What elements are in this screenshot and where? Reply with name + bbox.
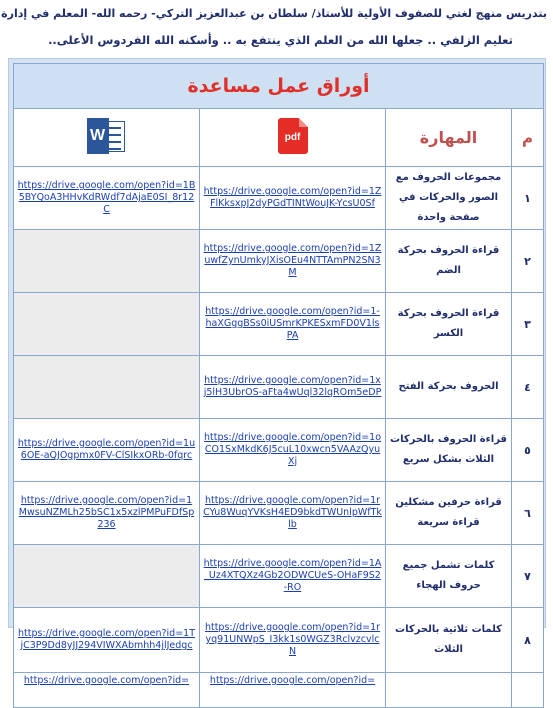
pdf-icon xyxy=(278,118,308,154)
row-skill: قراءة الحروف بحركة الضم xyxy=(386,230,512,293)
pdf-link-cell xyxy=(200,673,386,708)
table-row xyxy=(14,608,544,673)
table-row xyxy=(14,673,544,708)
row-skill: الحروف بحركة الفتح xyxy=(386,356,512,419)
word-link[interactable]: https://drive.google.com/open?id=1MwsuNZMLh25bSC1x5xzlPMPuFDfSp236 xyxy=(18,495,195,530)
row-skill: كلمات تشمل جميع حروف الهجاء xyxy=(386,545,512,608)
row-number: ٧ xyxy=(512,545,544,608)
row-number: ٨ xyxy=(512,608,544,673)
row-number: ٦ xyxy=(512,482,544,545)
row-skill xyxy=(386,673,512,708)
pdf-link-cell xyxy=(200,167,386,230)
word-link-empty xyxy=(14,293,200,356)
table-row xyxy=(14,419,544,482)
row-skill: قراءة حرفين مشكلين قراءة سريعة xyxy=(386,482,512,545)
row-skill: قراءة الحروف بحركة الكسر xyxy=(386,293,512,356)
pdf-link-cell xyxy=(200,545,386,608)
pdf-link[interactable]: https://drive.google.com/open?id=1xj5lH3UbrOS-aFta4wUql32lqROm5eDP xyxy=(203,375,382,398)
word-link[interactable]: https://drive.google.com/open?id= xyxy=(23,675,190,686)
row-number: ٥ xyxy=(512,419,544,482)
pdf-link[interactable]: https://drive.google.com/open?id=1rCYu8WuqYVKsH4ED9bkdTWUnlpWfTklb xyxy=(203,495,382,530)
word-icon-label: W xyxy=(87,118,109,154)
table-title-row xyxy=(14,64,544,109)
column-header-word xyxy=(14,109,200,167)
row-skill: قراءة الحروف بالحركات الثلاث بشكل سريع xyxy=(386,419,512,482)
pdf-link-cell xyxy=(200,419,386,482)
word-link-empty xyxy=(14,545,200,608)
row-number: ١ xyxy=(512,167,544,230)
word-link-cell xyxy=(14,419,200,482)
column-header-pdf xyxy=(200,109,386,167)
pdf-link[interactable]: https://drive.google.com/open?id=1-haXGggBSs0iUSmrKPKESxmFD0V1lsPA xyxy=(205,306,380,341)
table-row xyxy=(14,482,544,545)
word-link[interactable]: https://drive.google.com/open?id=1B5BYQoA3HHvKdRWdf7dAjaE0SI_8r12C xyxy=(17,180,196,215)
word-link-empty xyxy=(14,356,200,419)
pdf-link-cell xyxy=(200,293,386,356)
pdf-link-cell xyxy=(200,356,386,419)
pdf-link[interactable]: https://drive.google.com/open?id=1ZuwfZynUmkyJXisOEu4NTTAmPN2SN3M xyxy=(203,243,382,278)
table-row xyxy=(14,293,544,356)
word-link-cell xyxy=(14,673,200,708)
pdf-link[interactable]: https://drive.google.com/open?id=1ryq91UNWpS_I3kk1s0WGZ3RclvzcvlcN xyxy=(204,622,381,657)
pdf-link-cell xyxy=(200,608,386,673)
row-skill: كلمات ثلاثية بالحركات الثلاث xyxy=(386,608,512,673)
pdf-link[interactable]: https://drive.google.com/open?id=1A_Uz4XTQXz4Gb2ODWCUeS-OHaF9S2-RO xyxy=(203,558,382,593)
column-header-number: م xyxy=(512,109,544,167)
row-skill: مجموعات الحروف مع الصور والحركات في صفحة واحدة xyxy=(386,167,512,230)
word-link[interactable]: https://drive.google.com/open?id=1TjC3P9Dd8yJJ294VIWXAbmhh4jlJedgc xyxy=(17,628,196,651)
table-row xyxy=(14,356,544,419)
word-link-cell xyxy=(14,482,200,545)
pdf-link-cell xyxy=(200,230,386,293)
word-link-empty xyxy=(14,230,200,293)
row-number: ٤ xyxy=(512,356,544,419)
pdf-link-cell xyxy=(200,482,386,545)
row-number: ٢ xyxy=(512,230,544,293)
pdf-link[interactable]: https://drive.google.com/open?id=1oCO1SxMkdK6J5cuL10xwcn5VAAzQyuXj xyxy=(204,432,382,467)
table-row xyxy=(14,230,544,293)
table-row xyxy=(14,167,544,230)
header-line-2: تعليم الزلفي .. جعلها الله من العلم الذي ينتفع به .. وأسكنه الله الفردوس الأعلى.. xyxy=(48,33,513,47)
word-link-cell xyxy=(14,167,200,230)
page-header xyxy=(0,0,553,58)
row-number: ٣ xyxy=(512,293,544,356)
row-number xyxy=(512,673,544,708)
pdf-link[interactable]: https://drive.google.com/open?id=1ZFlKksxpJ2dyPGdTINtWouJK-YcsU0Sf xyxy=(203,186,382,209)
pdf-icon-label: pdf xyxy=(284,131,301,143)
worksheets-table xyxy=(13,63,544,708)
worksheet-frame xyxy=(8,58,546,686)
word-icon xyxy=(87,118,127,154)
column-header-skill: المهارة xyxy=(386,109,512,167)
header-line-1: بتدريس منهج لغتي للصفوف الأولية للأستاذ/ سلطان بن عبدالعزيز التركي- رحمه الله- المعلم في إدارة xyxy=(1,7,547,20)
pdf-link[interactable]: https://drive.google.com/open?id= xyxy=(209,675,376,686)
table-header-row xyxy=(14,109,544,167)
word-link[interactable]: https://drive.google.com/open?id=1u6OE-aQJOgpmx0FV-ClSIkxORb-0fqrc xyxy=(17,438,196,461)
table-row xyxy=(14,545,544,608)
word-link-cell xyxy=(14,608,200,673)
table-title: أوراق عمل مساعدة xyxy=(14,64,544,109)
